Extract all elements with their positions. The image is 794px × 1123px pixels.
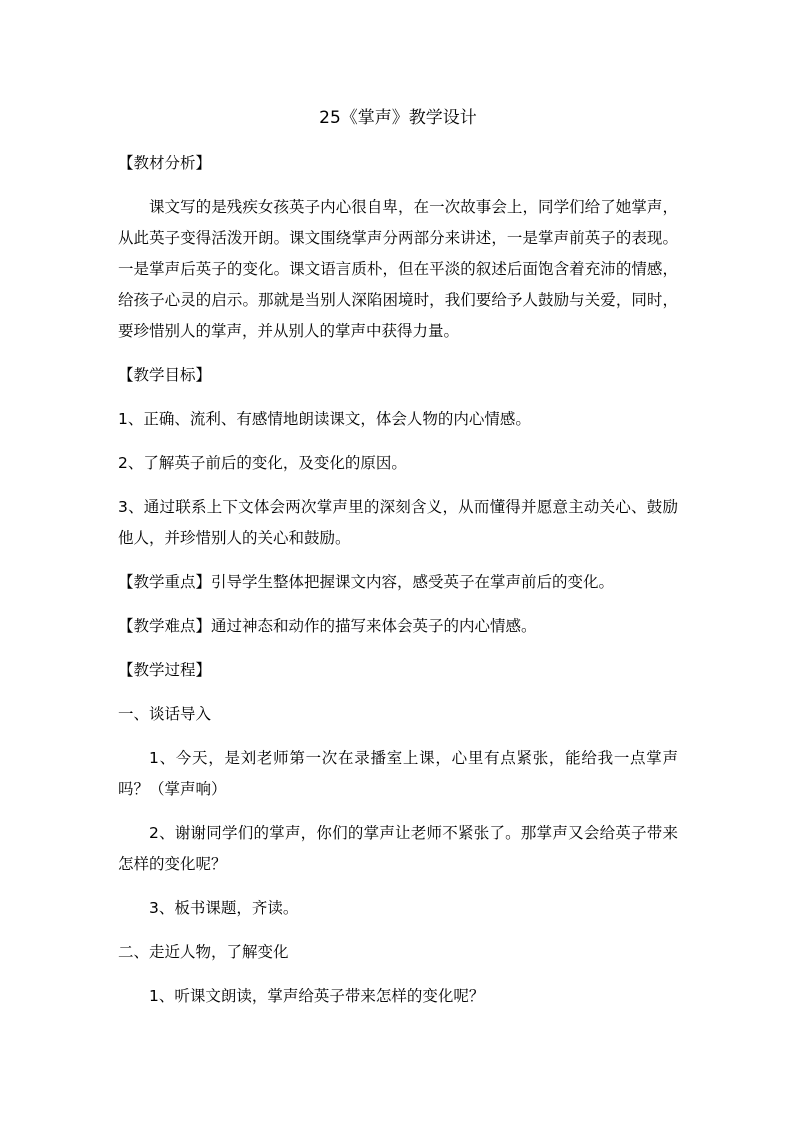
step-1-item-3: 3、板书课题，齐读。 — [149, 899, 299, 917]
analysis-paragraph: 课文写的是残疾女孩英子内心很自卑，在一次故事会上，同学们给了她掌声，从此英子变得活泼开朗。课文围绕掌声分两部分来讲述，一是掌声前英子的表现。一是掌声后英子的变化。课文语言质朴，但在平淡的叙述后面饱含着充沛的情感，给孩子心灵的启示。那就是当别人深陷困境时，我们要给予人鼓励与关爱，同时，要珍惜别人的掌声，并从别人的掌声中获得力量。 — [118, 198, 678, 340]
document-body — [118, 104, 678, 1025]
step-1-heading: 一、谈话导入 — [118, 705, 212, 723]
document-title: 25《掌声》教学设计 — [319, 108, 477, 128]
step-1-item-1: 1、今天，是刘老师第一次在录播室上课，心里有点紧张，能给我一点掌声吗？（掌声响） — [118, 749, 678, 798]
goals-heading: 【教学目标】 — [118, 366, 212, 384]
step-1-item-2: 2、谢谢同学们的掌声，你们的掌声让老师不紧张了。那掌声又会给英子带来怎样的变化呢？ — [118, 824, 678, 873]
goal-item-3: 3、通过联系上下文体会两次掌声里的深刻含义，从而懂得并愿意主动关心、鼓励他人，并珍惜别人的关心和鼓励。 — [118, 498, 678, 547]
key-point: 【教学重点】引导学生整体把握课文内容，感受英子在掌声前后的变化。 — [118, 573, 615, 591]
step-2-heading: 二、走近人物，了解变化 — [118, 943, 289, 961]
difficulty-point: 【教学难点】通过神态和动作的描写来体会英子的内心情感。 — [118, 617, 537, 635]
process-heading: 【教学过程】 — [118, 661, 212, 679]
goal-item-2: 2、了解英子前后的变化，及变化的原因。 — [118, 454, 407, 472]
analysis-heading: 【教材分析】 — [118, 154, 212, 172]
step-2-item-1: 1、听课文朗读，掌声给英子带来怎样的变化呢？ — [149, 987, 485, 1005]
goal-item-1: 1、正确、流利、有感情地朗读课文，体会人物的内心情感。 — [118, 410, 531, 428]
